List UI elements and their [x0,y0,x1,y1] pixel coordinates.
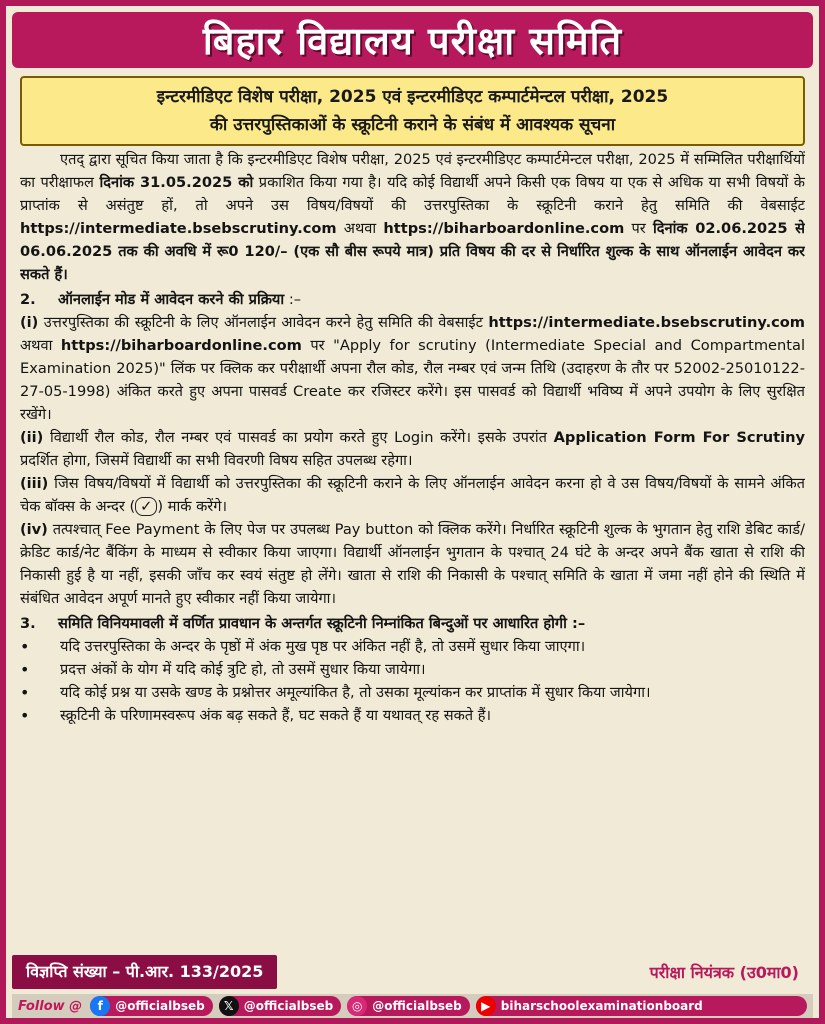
bullet-icon: • [20,706,30,725]
footer-bar [12,955,813,989]
paragraph-1 [20,148,805,286]
list-item [20,704,805,727]
step-i-text-b: पर "Apply for scrutiny (Intermediate Special and Compartmental Examination 2025)" लिंक पर क्लिक कर परीक्षार्थी अपना रौल कोड, रौल नम्बर एवं जन्म तिथि (उदाहरण के तौर पर 52002-25010122-27-05-1998) अंकित करते हुए अपना पासवर्ड Create कर रजिस्टर करेंगे। इस पासवर्ड को विद्यार्थी भविष्य में अपने उपयोग के लिए सुरक्षित रखेंगे। [20,337,805,423]
notice-number: विज्ञप्ति संख्या – पी.आर. 133/2025 [12,955,277,989]
step-i-scrutiny-link[interactable]: https://intermediate.bsebscrutiny.com [488,314,805,331]
step-i-or: अथवा [20,337,61,354]
step-i-text-a: उत्तरपुस्तिका की स्क्रूटिनी के लिए ऑनलाईन आवेदन करने हेतु समिति की वेबसाईट [38,314,489,331]
step-iii-text-b: ) मार्क करेंगे। [157,498,228,515]
step-ii-form-name: Application Form For Scrutiny [553,429,805,446]
instagram-link[interactable] [347,996,470,1016]
x-icon: 𝕏 [219,996,239,1016]
section-2-title: ऑनलाईन मोड में आवेदन करने की प्रक्रिया [58,291,285,308]
section-2-suffix: :– [284,291,302,308]
org-title: बिहार विद्यालय परीक्षा समिति [202,19,623,63]
para1-text-b: प्रकाशित किया गया है। यदि कोई विद्यार्थी अपने किसी एक विषय या एक से अधिक या सभी विषयों के प्राप्तांक से असंतुष्ट हों, तो अपने उस विषय/विषयों की उत्तरपुस्तिका के स्क्रूटिनी कराने हेतु समिति की वेबसाईट [20,174,805,214]
bullet-icon: • [20,637,30,656]
youtube-handle: biharschoolexaminationboard [500,999,703,1013]
scrutiny-website-link[interactable]: https://intermediate.bsebscrutiny.com [20,220,337,237]
scrutiny-point-4: स्क्रूटिनी के परिणामस्वरूप अंक बढ़ सकते हैं, घट सकते हैं या यथावत् रह सकते हैं। [60,707,492,724]
facebook-link[interactable] [90,996,213,1016]
step-i [20,311,805,426]
scrutiny-point-2: प्रदत्त अंकों के योग में यदि कोई त्रुटि हो, तो उसमें सुधार किया जायेगा। [60,661,426,678]
social-bar [12,994,813,1018]
step-iv-label: (iv) [20,521,48,538]
header-banner [12,12,813,68]
para1-result-date: दिनांक 31.05.2025 को [99,174,254,191]
para1-text-a: एतद् द्वारा सूचित किया जाता है कि इन्टरमीडिएट विशेष परीक्षा, 2025 एवं इन्टरमीडिएट कम्पार्टमेन्टल परीक्षा, 2025 में सम्मिलित परीक्षार्थियों का परीक्षाफल [20,151,805,191]
step-i-biharboard-link[interactable]: https://biharboardonline.com [60,337,302,354]
step-i-label: (i) [20,314,39,331]
x-link[interactable] [219,996,342,1016]
list-item [20,635,805,658]
section-3-title: समिति विनियमावली में वर्णित प्रावधान के अन्तर्गत स्क्रूटिनी निम्नांकित बिन्दुओं पर आधारित होगी :– [58,615,586,632]
bullet-icon: • [20,660,30,679]
instagram-handle: @officialbseb [372,999,462,1013]
step-ii [20,426,805,472]
step-ii-text-a: विद्यार्थी रौल कोड, रौल नम्बर एवं पासवर्ड का प्रयोग करते हुए Login करेंगे। इसके उपरांत [43,429,554,446]
subject-line-1: इन्टरमीडिएट विशेष परीक्षा, 2025 एवं इन्टरमीडिएट कम्पार्टमेन्टल परीक्षा, 2025 [156,87,669,107]
youtube-icon: ▶ [476,996,496,1016]
signatory: परीक्षा नियंत्रक (उ0मा0) [649,963,799,982]
notice-body [20,148,805,948]
step-iii [20,472,805,518]
step-ii-label: (ii) [20,429,44,446]
facebook-icon: f [90,996,110,1016]
subject-box [20,76,805,146]
step-iv-text: तत्पश्चात् Fee Payment के लिए पेज पर उपलब्ध Pay button को क्लिक करेंगे। निर्धारित स्क्रूटिनी शुल्क के भुगतान हेतु राशि डेबिट कार्ड/क्रेडिट कार्ड/नेट बैंकिंग के माध्यम से स्वीकार किया जाएगा। विद्यार्थी ऑनलाईन भुगतान के पश्चात् 24 घंटे के अन्दर अपने बैंक खाता से राशि की निकासी हुई है या नहीं, इसकी जाँच कर स्वयं संतुष्ट हो लेंगे। खाता से राशि की निकासी के पश्चात् समिति के खाता में जमा नहीं होने की स्थिति में संबंधित आवेदन अपूर्ण मानते हुए स्वीकार नहीं किया जायेगा। [20,521,805,607]
facebook-handle: @officialbseb [115,999,205,1013]
bullet-icon: • [20,683,30,702]
follow-label: Follow @ [18,998,83,1014]
para1-on: पर [624,220,653,237]
list-item [20,681,805,704]
para1-deadline-fee: दिनांक 02.06.2025 से 06.06.2025 तक की अवधि में रू0 120/– (एक सौ बीस रूपये मात्र) प्रति विषय की दर से निर्धारित शुल्क के साथ ऑनलाईन आवेदन कर सकते हैं। [20,220,805,283]
step-iii-text-a: जिस विषय/विषयों में विद्यार्थी को उत्तरपुस्तिका की स्क्रूटिनी कराने के लिए ऑनलाईन आवेदन करना हो वे उस विषय/विषयों के सामने अंकित चेक बॉक्स के अन्दर ( [20,475,805,515]
x-handle: @officialbseb [243,999,334,1013]
section-2-heading [20,288,805,311]
step-ii-text-b: प्रदर्शित होगा, जिसमें विद्यार्थी का सभी विवरणी विषय सहित उपलब्ध रहेगा। [20,452,413,469]
step-iv [20,518,805,610]
biharboard-website-link[interactable]: https://biharboardonline.com [383,220,625,237]
section-3-heading [20,612,805,635]
scrutiny-point-1: यदि उत्तरपुस्तिका के अन्दर के पृष्ठों में अंक मुख पृष्ठ पर अंकित नहीं है, तो उसमें सुधार किया जाएगा। [60,638,586,655]
checkmark-icon: ✓ [135,497,157,516]
youtube-link[interactable] [476,996,807,1016]
subject-line-2: की उत्तरपुस्तिकाओं के स्क्रूटिनी कराने के संबंध में आवश्यक सूचना [209,115,616,135]
scrutiny-point-3: यदि कोई प्रश्न या उसके खण्ड के प्रश्नोत्तर अमूल्यांकित है, तो उसका मूल्यांकन कर प्राप्तांक में सुधार किया जायेगा। [60,684,651,701]
instagram-icon: ◎ [347,996,367,1016]
section-3-number: 3. [20,615,36,632]
step-iii-label: (iii) [20,475,49,492]
section-2-number: 2. [20,291,36,308]
para1-or: अथवा [336,220,384,237]
list-item [20,658,805,681]
